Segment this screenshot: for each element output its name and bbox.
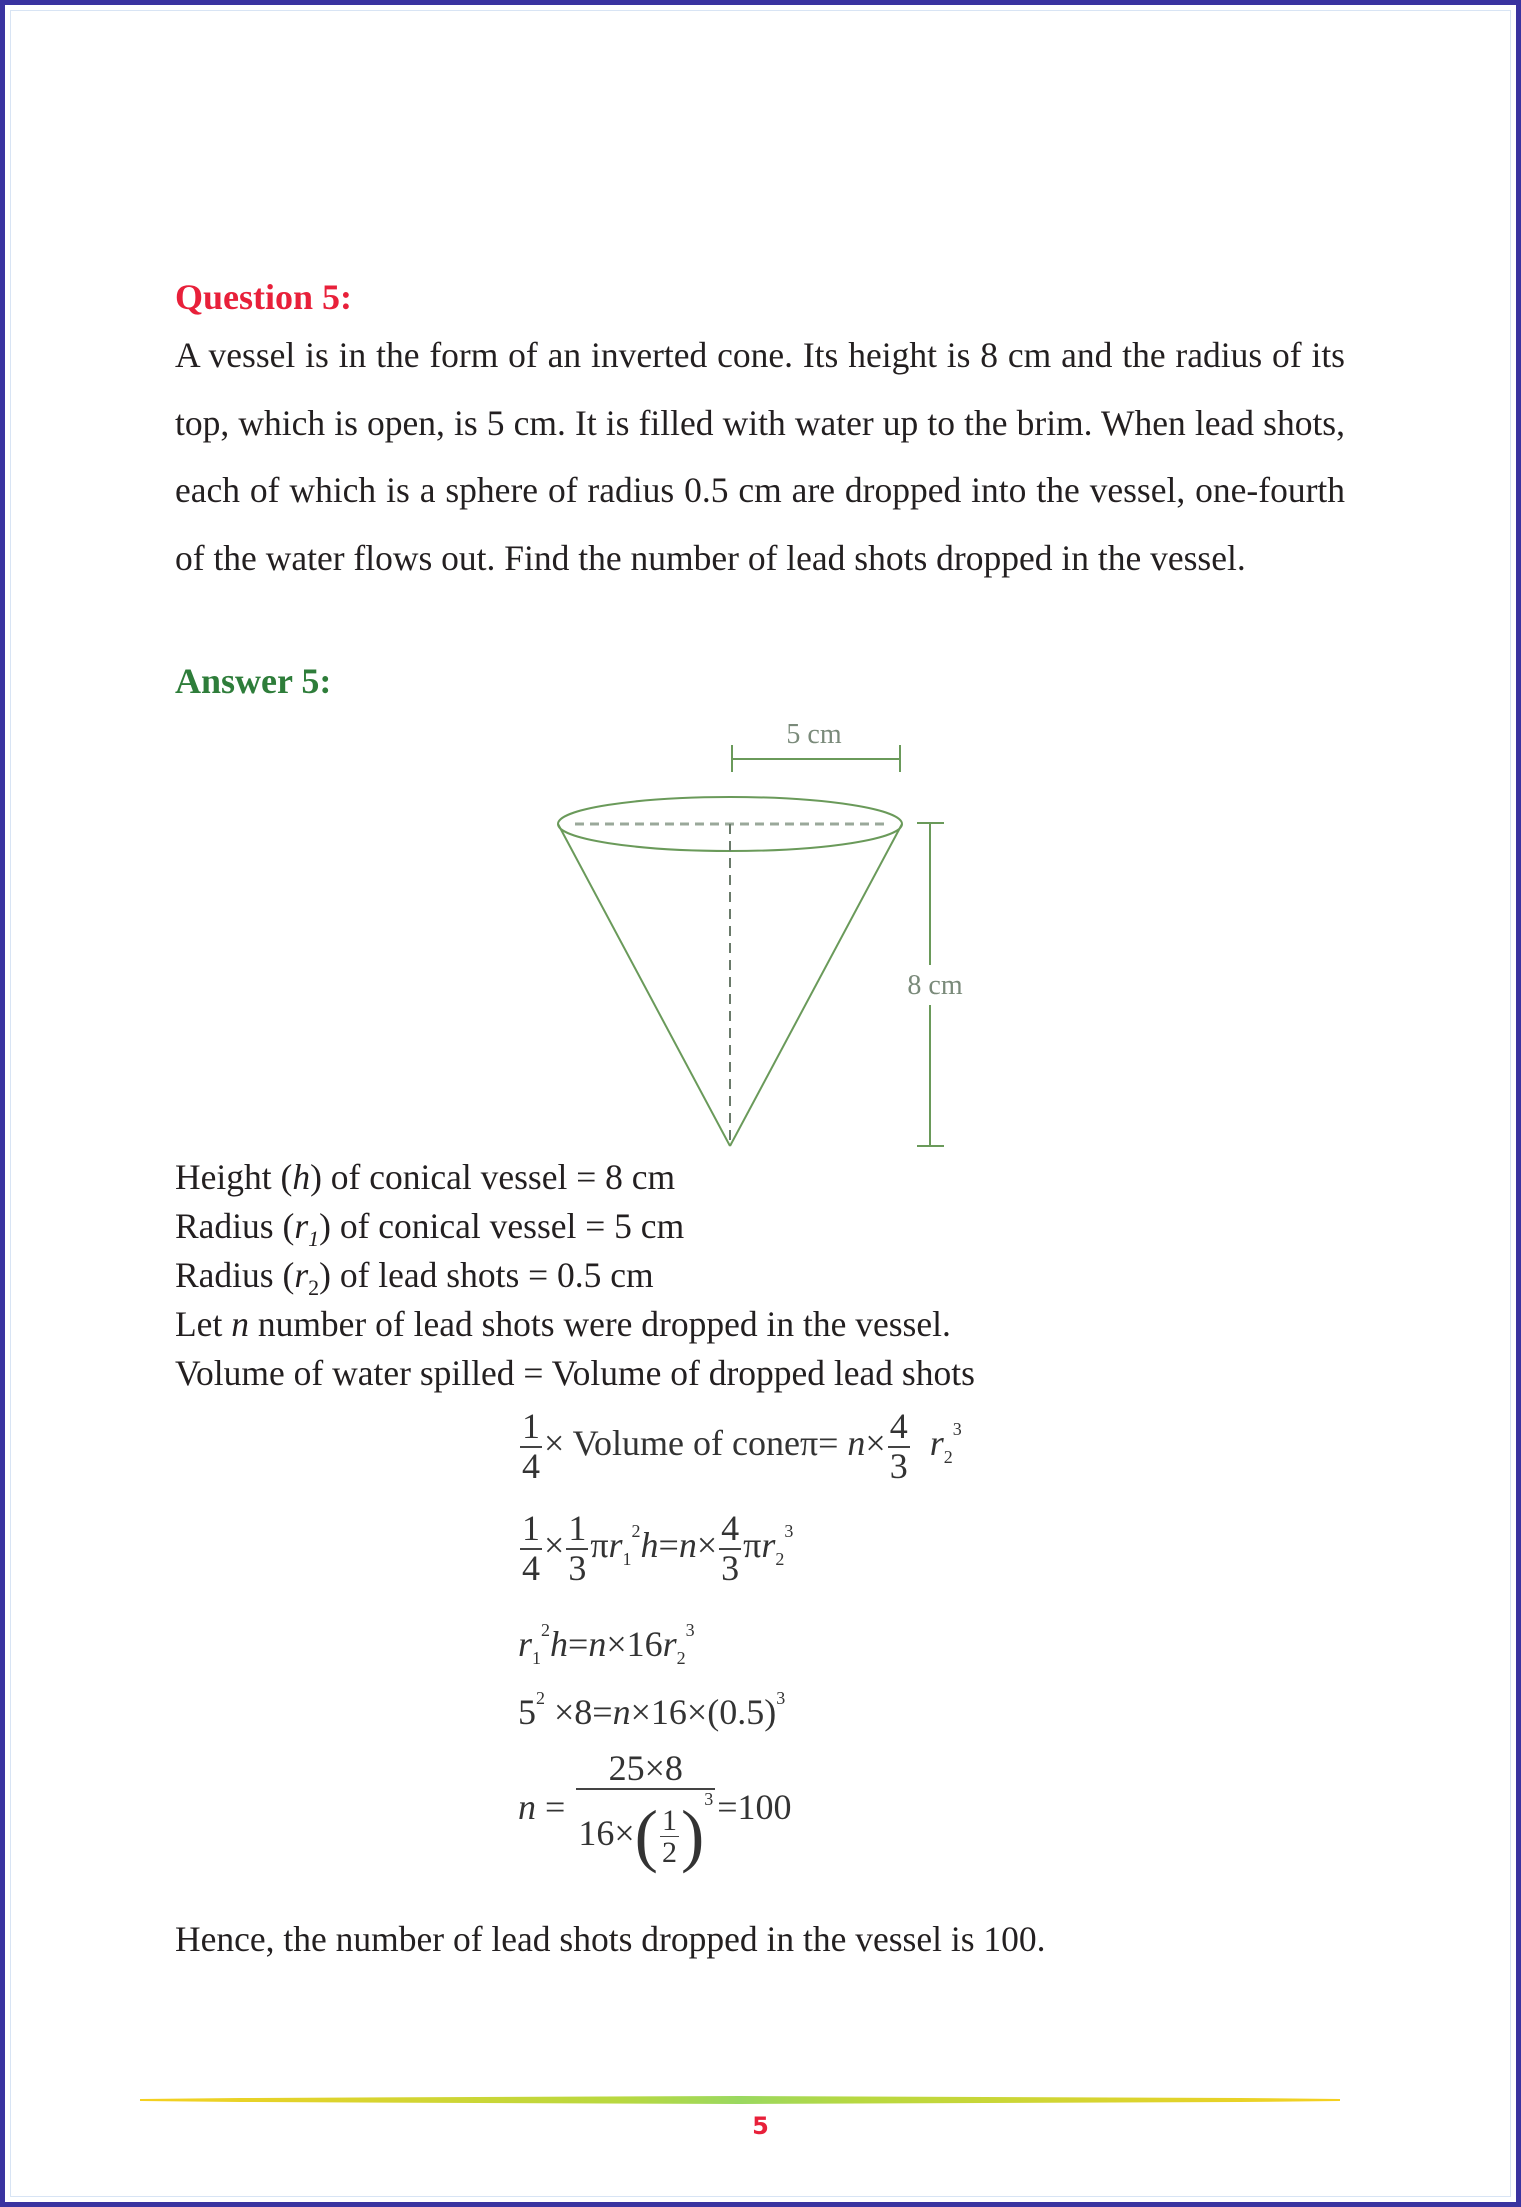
fraction: $\frac{4}{3}$ — [721, 1508, 740, 1588]
question-heading: Question 5: — [175, 277, 353, 317]
cone-left-side — [558, 824, 730, 1146]
cone-right-side — [730, 824, 902, 1146]
given-radius-shot: Radius $(r_2)$ of lead shots = 0.5 cm — [175, 1255, 654, 1301]
equation-1: $\frac{1}{4}$ × Volume of coneπ= n× $\frac{4}{3}$ $r_2^3$ — [522, 1406, 962, 1486]
fraction: $\frac{1}{3}$ — [568, 1508, 587, 1588]
fraction-main: 25×8 16×( $\frac{1}{2}$ )$^3$ — [578, 1748, 714, 1875]
fraction-main-denominator: 16×( $\frac{1}{2}$ )$^3$ — [578, 1788, 714, 1875]
height-label: 8 cm — [907, 970, 963, 1001]
footer-decorative-line — [140, 2096, 1340, 2104]
conclusion-text: Hence, the number of lead shots dropped in the vessel is 100. — [175, 1919, 1046, 1959]
fraction: $\frac{1}{4}$ — [522, 1406, 540, 1486]
fraction-inner: $\frac{1}{2}$ — [661, 1803, 677, 1870]
equation-3: $r_1^2h=n\times 16r_2^3$ — [518, 1620, 695, 1668]
page-number: 5 — [752, 2112, 769, 2140]
volume-statement: Volume of water spilled = Volume of dropped lead shots — [175, 1353, 975, 1393]
given-radius-cone: Radius $(r_1)$ of conical vessel = 5 cm — [175, 1206, 685, 1252]
equation-5: n = 25×8 16×( $\frac{1}{2}$ )$^3$ =100 — [518, 1748, 792, 1875]
radius-label: 5 cm — [786, 719, 842, 750]
given-height: Height (h) of conical vessel = 8 cm — [175, 1157, 676, 1197]
question-text: A vessel is in the form of an inverted cone. Its height is 8 cm and the radius of its top, which is open, is 5 cm. It is filled with water up to the brim. When lead shots, each of which is a sphere of radius 0.5 cm are dropped into the vessel, one-fourth of the water flows out. Find the number of lead shots dropped in the vessel. — [175, 335, 1345, 578]
equation-2: $\frac{1}{4}$ × $\frac{1}{3}$ $\pi r_1^2h=n\times$ $\frac{4}{3}$ $\pi r_2^3$ — [522, 1508, 794, 1588]
equation-4: $5^2 \times 8=n\times 16\times(0.5)^3$ — [518, 1688, 786, 1732]
answer-heading: Answer 5: — [175, 661, 332, 701]
fraction: $\frac{1}{4}$ — [522, 1508, 540, 1588]
let-statement: Let n number of lead shots were dropped in the vessel. — [175, 1304, 951, 1344]
fraction: $\frac{4}{3}$ — [889, 1406, 908, 1486]
